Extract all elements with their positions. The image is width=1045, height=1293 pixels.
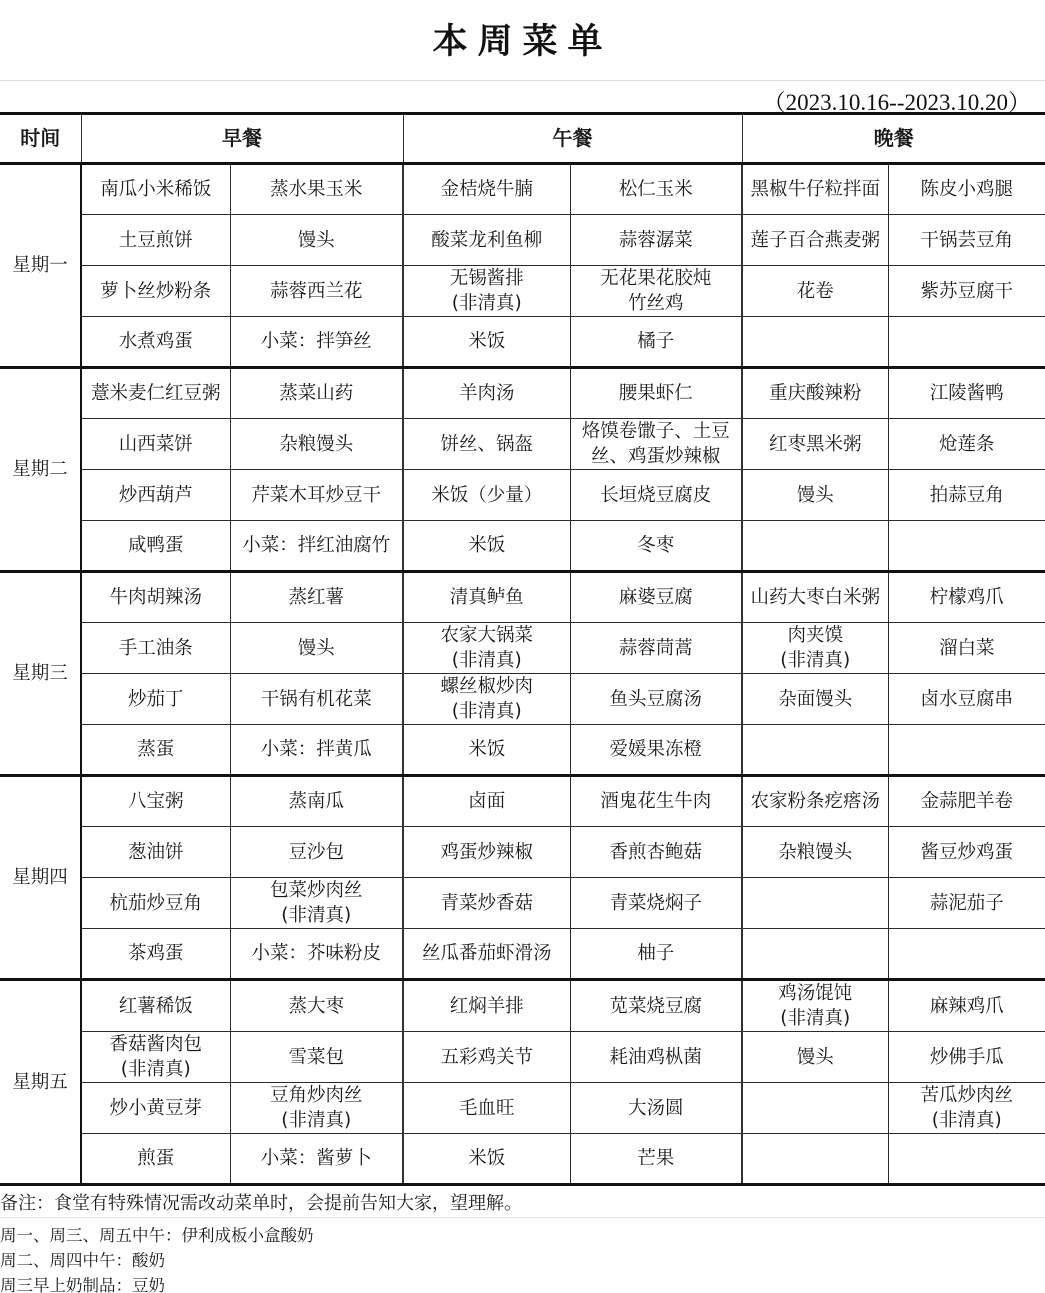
day-label: 星期五 [0,980,81,1185]
dish-name: 螺丝椒炒肉 (非清真) [440,676,533,722]
dish-breakfast [230,1032,403,1083]
dish-breakfast [81,266,230,317]
dish-name: 芒果 [637,1148,675,1169]
dish-breakfast [81,776,230,827]
dish-breakfast [230,572,403,623]
dish-name: 黑椒牛仔粒拌面 [750,179,880,200]
dish-dinner [742,419,888,470]
dish-dinner [742,317,888,368]
dish-lunch [570,980,742,1032]
dish-name: 清真鲈鱼 [449,587,524,608]
dish-lunch [403,623,570,674]
dish-name: 米饭 [468,331,506,352]
dish-name: 干锅芸豆角 [920,229,1013,251]
dish-name: 金蒜肥羊卷 [920,791,1013,812]
dish-lunch [570,878,742,929]
dish-lunch [570,1134,742,1185]
menu-row [0,1083,1045,1134]
dish-name: 江陵酱鸭 [929,383,1004,404]
dish-name: 酸菜龙利鱼柳 [431,229,543,251]
dish-name: 麻婆豆腐 [618,587,693,608]
dish-lunch [403,368,570,419]
dish-name: 米饭 [468,739,506,760]
dish-dinner [742,674,888,725]
menu-row [0,980,1045,1032]
dish-name: 馒头 [297,229,335,251]
header-time: 时间 [0,114,81,164]
dish-name: 豆沙包 [288,841,344,863]
header-breakfast: 早餐 [81,114,403,164]
dish-dinner [742,470,888,521]
dish-name: 鸡汤馄饨 (非清真) [778,983,853,1029]
menu-row [0,572,1045,623]
dish-name: 无锡酱排 (非清真) [449,268,524,314]
dish-name: 杭茄炒豆角 [109,892,202,914]
dish-breakfast [230,623,403,674]
dish-lunch [570,470,742,521]
dish-lunch [570,623,742,674]
dish-lunch [570,521,742,572]
dish-dinner [742,878,888,929]
dish-lunch [403,215,570,266]
dish-name: 包菜炒肉丝 (非清真) [269,880,363,926]
dish-lunch [403,980,570,1032]
dish-name: 爱媛果冻橙 [609,739,702,760]
date-range: （2023.10.16--2023.10.20） [762,90,1031,115]
dish-dinner [742,1083,888,1134]
dish-name: 小菜：芥味粉皮 [251,943,381,964]
dish-name: 耗油鸡枞菌 [609,1046,702,1068]
dish-name: 小菜：酱萝卜 [260,1148,372,1169]
footer-note: 备注：食堂有特殊情况需改动菜单时，会提前告知大家，望理解。 [0,1193,522,1214]
dish-name: 山药大枣白米粥 [750,587,880,608]
footer-extra-line: 周一、周三、周五中午：伊利成板小盒酸奶 [0,1226,314,1245]
dish-name: 小菜：拌红油腐竹 [242,535,391,556]
dish-dinner [888,980,1045,1032]
menu-row [0,827,1045,878]
dish-name: 山西菜饼 [118,433,193,455]
dish-breakfast [81,674,230,725]
dish-name: 煎蛋 [137,1148,175,1169]
dish-name: 大汤圆 [627,1097,684,1119]
dish-name: 香煎杏鲍菇 [609,841,702,863]
dish-dinner [742,980,888,1032]
dish-name: 蒜蓉潺菜 [618,229,693,251]
dish-name: 炒西葫芦 [118,484,193,506]
dish-dinner [888,317,1045,368]
dish-dinner [888,164,1045,215]
dish-name: 饼丝、锅盔 [440,433,533,455]
dish-breakfast [81,1032,230,1083]
dish-name: 卤面 [468,791,506,812]
dish-name: 橘子 [637,331,675,352]
dish-breakfast [81,317,230,368]
menu-row [0,725,1045,776]
menu-row [0,317,1045,368]
dish-dinner [888,878,1045,929]
dish-name: 馒头 [796,1046,834,1068]
dish-dinner [742,725,888,776]
dish-lunch [403,878,570,929]
dish-breakfast [81,215,230,266]
dish-lunch [403,827,570,878]
weekly-menu-table [0,112,1045,1186]
dish-breakfast [230,725,403,776]
dish-name: 蒜蓉西兰花 [269,280,363,302]
menu-row [0,1032,1045,1083]
dish-name: 米饭（少量） [431,484,543,506]
dish-name: 五彩鸡关节 [440,1046,533,1068]
dish-dinner [888,827,1045,878]
header-row [0,114,1045,164]
dish-name: 小菜：拌黄瓜 [260,739,372,760]
dish-name: 八宝粥 [127,791,184,812]
dish-name: 农家大锅菜 (非清真) [440,625,533,671]
footer-divider [0,1217,1045,1218]
dish-name: 豆角炒肉丝 (非清真) [269,1085,363,1131]
dish-dinner [888,1032,1045,1083]
menu-row [0,623,1045,674]
dish-dinner [742,827,888,878]
day-label: 星期三 [0,572,81,776]
dish-name: 腰果虾仁 [618,383,693,404]
dish-lunch [570,419,742,470]
dish-dinner [888,419,1045,470]
dish-breakfast [81,929,230,980]
dish-name: 溜白菜 [938,637,995,659]
dish-name: 苦瓜炒肉丝 (非清真) [920,1085,1013,1131]
dish-name: 小菜：拌笋丝 [260,331,372,352]
dish-name: 柚子 [637,943,675,964]
dish-name: 水煮鸡蛋 [118,331,193,352]
dish-name: 土豆煎饼 [118,229,193,251]
menu-row [0,929,1045,980]
dish-name: 青菜烧焖子 [609,892,702,914]
menu-row [0,419,1045,470]
dish-name: 米饭 [468,535,506,556]
dish-name: 雪菜包 [288,1046,344,1068]
title-divider [0,80,1045,81]
dish-name: 鸡蛋炒辣椒 [440,841,533,863]
dish-dinner [888,776,1045,827]
dish-breakfast [230,215,403,266]
dish-lunch [570,317,742,368]
dish-lunch [570,1083,742,1134]
dish-name: 莲子百合燕麦粥 [750,229,880,251]
dish-dinner [888,1134,1045,1185]
dish-name: 茶鸡蛋 [127,943,184,964]
dish-name: 炒佛手瓜 [929,1046,1004,1068]
dish-dinner [888,725,1045,776]
dish-breakfast [81,164,230,215]
dish-lunch [570,674,742,725]
dish-name: 紫苏豆腐干 [920,280,1013,302]
dish-name: 薏米麦仁红豆粥 [90,383,221,404]
dish-dinner [888,368,1045,419]
day-label: 星期二 [0,368,81,572]
menu-body [0,164,1045,1185]
dish-name: 蒜泥茄子 [929,892,1004,914]
dish-dinner [742,929,888,980]
dish-breakfast [81,572,230,623]
dish-name: 炒小黄豆芽 [109,1097,202,1119]
menu-row [0,878,1045,929]
dish-name: 葱油饼 [127,841,184,863]
dish-breakfast [230,929,403,980]
dish-breakfast [230,317,403,368]
dish-breakfast [230,980,403,1032]
dish-name: 蒸南瓜 [288,791,344,812]
dish-dinner [888,521,1045,572]
dish-name: 杂粮馒头 [279,433,354,455]
dish-name: 红薯稀饭 [118,995,193,1017]
dish-name: 柠檬鸡爪 [929,587,1004,608]
dish-name: 酒鬼花生牛肉 [600,791,712,812]
dish-lunch [403,1083,570,1134]
dish-name: 长垣烧豆腐皮 [600,484,712,506]
dish-lunch [403,419,570,470]
dish-breakfast [230,1134,403,1185]
dish-name: 牛肉胡辣汤 [109,587,202,608]
dish-lunch [403,572,570,623]
dish-breakfast [81,419,230,470]
header-lunch: 午餐 [403,114,742,164]
dish-breakfast [81,980,230,1032]
dish-name: 冬枣 [637,535,675,556]
dish-name: 烙馍卷馓子、土豆 丝、鸡蛋炒辣椒 [581,421,730,467]
dish-dinner [888,929,1045,980]
menu-row [0,674,1045,725]
dish-name: 麻辣鸡爪 [929,995,1004,1017]
menu-row [0,266,1045,317]
dish-name: 陈皮小鸡腿 [920,179,1013,200]
dish-dinner [742,266,888,317]
dish-name: 干锅有机花菜 [260,688,372,710]
dish-breakfast [230,776,403,827]
dish-lunch [403,674,570,725]
dish-name: 蒜蓉茼蒿 [618,637,693,659]
dish-name: 馒头 [796,484,834,506]
dish-breakfast [81,827,230,878]
dish-dinner [742,1032,888,1083]
dish-dinner [888,215,1045,266]
dish-name: 红枣黑米粥 [768,433,862,455]
dish-lunch [403,725,570,776]
dish-breakfast [81,521,230,572]
dish-breakfast [230,827,403,878]
dish-dinner [742,521,888,572]
footer-extra-line: 周二、周四中午：酸奶 [0,1251,165,1270]
dish-name: 芹菜木耳炒豆干 [251,484,381,506]
dish-breakfast [81,368,230,419]
menu-row [0,470,1045,521]
dish-dinner [888,470,1045,521]
dish-name: 青菜炒香菇 [440,892,533,914]
dish-dinner [742,215,888,266]
dish-breakfast [230,470,403,521]
dish-name: 蒸水果玉米 [269,179,363,200]
dish-name: 鱼头豆腐汤 [609,688,702,710]
dish-name: 酱豆炒鸡蛋 [920,841,1013,863]
dish-breakfast [230,419,403,470]
dish-lunch [403,266,570,317]
dish-dinner [742,776,888,827]
dish-name: 无花果花胶炖 竹丝鸡 [600,268,712,314]
dish-breakfast [230,164,403,215]
menu-row [0,215,1045,266]
dish-breakfast [81,623,230,674]
dish-name: 炒茄丁 [127,688,184,710]
dish-name: 毛血旺 [458,1097,515,1119]
dish-name: 杂面馒头 [778,688,853,710]
menu-row [0,368,1045,419]
dish-lunch [403,929,570,980]
dish-breakfast [81,470,230,521]
dish-lunch [403,521,570,572]
dish-name: 蒸红薯 [288,587,344,608]
dish-lunch [403,317,570,368]
page-title: 本周菜单 [432,22,613,62]
dish-name: 萝卜丝炒粉条 [100,280,212,302]
dish-dinner [742,164,888,215]
dish-breakfast [230,1083,403,1134]
dish-breakfast [230,878,403,929]
dish-lunch [570,1032,742,1083]
dish-breakfast [81,725,230,776]
footer-extra-line: 周三早上奶制品：豆奶 [0,1276,165,1293]
dish-dinner [742,368,888,419]
dish-name: 蒸大枣 [288,995,344,1017]
dish-lunch [570,572,742,623]
dish-lunch [403,164,570,215]
dish-name: 南瓜小米稀饭 [100,179,212,200]
dish-name: 重庆酸辣粉 [768,383,862,404]
dish-breakfast [230,521,403,572]
dish-name: 炝莲条 [938,433,995,455]
dish-dinner [888,623,1045,674]
menu-row [0,521,1045,572]
dish-name: 咸鸭蛋 [127,535,184,556]
dish-name: 花卷 [796,280,834,302]
dish-lunch [570,266,742,317]
dish-name: 拍蒜豆角 [929,484,1004,506]
dish-dinner [888,266,1045,317]
dish-breakfast [81,1134,230,1185]
dish-lunch [570,929,742,980]
dish-dinner [888,1083,1045,1134]
dish-name: 羊肉汤 [458,383,515,404]
menu-row [0,164,1045,215]
dish-name: 松仁玉米 [618,179,693,200]
dish-name: 馒头 [297,637,335,659]
dish-dinner [742,1134,888,1185]
dish-name: 丝瓜番茄虾滑汤 [421,943,552,964]
dish-name: 卤水豆腐串 [920,688,1013,710]
dish-name: 蒸菜山药 [279,383,354,404]
dish-lunch [403,1032,570,1083]
menu-row [0,776,1045,827]
dish-breakfast [81,878,230,929]
dish-lunch [570,776,742,827]
dish-dinner [888,572,1045,623]
header-dinner: 晚餐 [742,114,1045,164]
dish-lunch [570,215,742,266]
dish-name: 苋菜烧豆腐 [609,995,702,1017]
dish-breakfast [230,266,403,317]
dish-dinner [742,572,888,623]
dish-lunch [570,164,742,215]
dish-name: 香菇酱肉包 (非清真) [109,1034,202,1080]
menu-row [0,1134,1045,1185]
dish-dinner [742,623,888,674]
dish-lunch [570,827,742,878]
dish-lunch [403,1134,570,1185]
dish-name: 手工油条 [118,637,193,659]
dish-name: 蒸蛋 [137,739,175,760]
dish-lunch [570,725,742,776]
dish-dinner [888,674,1045,725]
dish-name: 杂粮馒头 [778,841,853,863]
dish-breakfast [230,674,403,725]
dish-breakfast [230,368,403,419]
dish-breakfast [81,1083,230,1134]
dish-lunch [570,368,742,419]
dish-name: 农家粉条疙瘩汤 [750,791,880,812]
dish-lunch [403,470,570,521]
dish-lunch [403,776,570,827]
day-label: 星期四 [0,776,81,980]
dish-name: 米饭 [468,1148,506,1169]
day-label: 星期一 [0,164,81,368]
dish-name: 肉夹馍 (非清真) [780,625,851,671]
dish-name: 金桔烧牛腩 [440,179,533,200]
dish-name: 红焖羊排 [449,995,524,1017]
